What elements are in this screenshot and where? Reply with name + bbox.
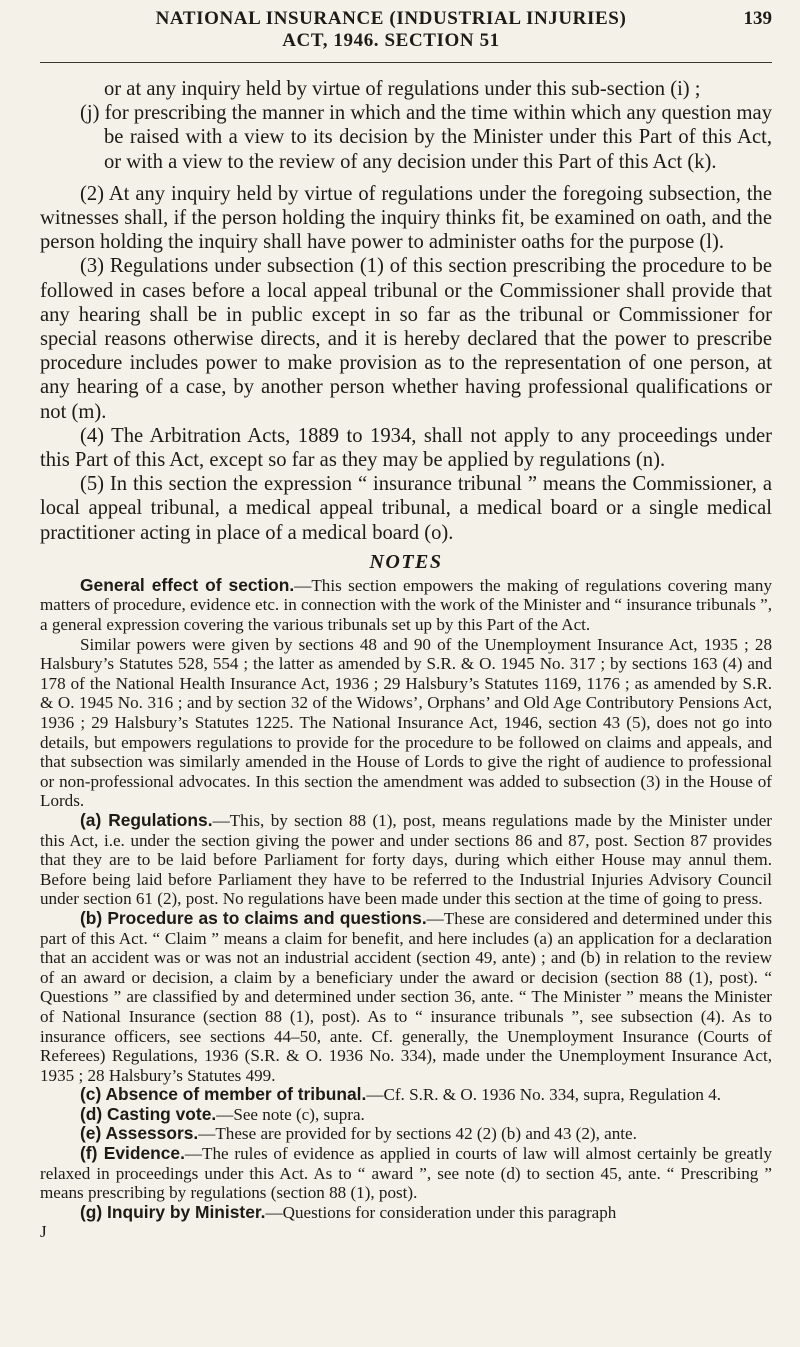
note-d-lead: (d) Casting vote. xyxy=(80,1103,217,1124)
note-e xyxy=(40,1124,772,1144)
note-c-lead: (c) Absence of member of tribunal. xyxy=(80,1084,367,1105)
header-title-line-2: ACT, 1946. SECTION 51 xyxy=(282,30,500,51)
note-b xyxy=(40,909,772,1085)
note-c-text: —Cf. S.R. & O. 1936 No. 334, supra, Regulation 4. xyxy=(366,1085,722,1105)
note-similar-powers: Similar powers were given by sections 48 and 90 of the Unemployment Insurance Act, 1935 ; 28 Halsbury’s Statutes 528, 554 ; the latter as amended by S.R. & O. 1945 No. 317 ; by sections 163 (4) and 178 of the National Health Insurance Act, 1936 ; 29 Halsbury’s Statutes 1169, 1176 ; as amended by S.R. & O. 1945 No. 316 ; and by section 32 of the Widows’, Orphans’ and Old Age Contributory Pensions Act, 1936 ; 29 Halsbury’s Statutes 1225. The National Insurance Act, 1946, section 43 (5), does not go into details, but empowers regulations to provide for the procedure to be followed on claims and appeals, and that subsection was similarly amended in the House of Lords to give the right of audience to professional or non-professional advocates. In this section the amendment was added to subsection (3) in the House of Lords. xyxy=(40,634,772,811)
note-a-text: —This, by section 88 (1), post, means regulations made by the Minister under this Act, i.e. under the section giving the power and under sections 86 and 87, post. Section 87 provides that they are to be laid before Parliament for forty days, during which either House may annul them. Before being laid before Parliament they have to be referred to the Industrial Injuries Advisory Council under section 61 (2), post. No regulations have been made under this section at the time of going to press. xyxy=(40,810,772,909)
note-general-text: —This section empowers the making of regulations covering many matters of procedure, evidence etc. in connection with the work of the Minister and “ insurance tribunals ”, a general expression covering the various tribunals set up by this Part of the Act. xyxy=(40,575,772,635)
note-general-effect xyxy=(40,576,772,635)
note-a xyxy=(40,811,772,909)
para-subsection-5: (5) In this section the expression “ insurance tribunal ” means the Commissioner, a local appeal tribunal, a medical appeal tribunal, a medical board or a single medical practitioner acting in place of a medical board (o). xyxy=(40,473,772,544)
para-subsection-3: (3) Regulations under subsection (1) of this section prescribing the procedure to be followed in cases before a local appeal tribunal or the Commissioner shall provide that any hearing shall be in public except in so far as the tribunal or Commissioner for special reasons otherwise directs, and it is hereby declared that the power to prescribe procedure includes power to make provision as to the representation of one person, at any hearing of a case, by another person whether having professional qualifications or not (m). xyxy=(40,255,772,423)
notes-heading: NOTES xyxy=(369,550,443,573)
note-d xyxy=(40,1105,772,1125)
note-a-lead: (a) Regulations. xyxy=(80,809,213,830)
note-e-text: —These are provided for by sections 42 (2) (b) and 43 (2), ante. xyxy=(198,1124,637,1144)
note-g-continued: J xyxy=(40,1222,47,1242)
note-g xyxy=(40,1203,772,1223)
note-e-lead: (e) Assessors. xyxy=(80,1123,199,1144)
page-number: 139 xyxy=(743,8,772,29)
para-subsection-4: (4) The Arbitration Acts, 1889 to 1934, shall not apply to any proceedings under this Part of this Act, except so far as they may be applied by regulations (n). xyxy=(40,424,772,472)
header-title xyxy=(40,8,702,52)
header-rule xyxy=(40,62,772,63)
para-subsection-i-continued: or at any inquiry held by virtue of regulations under this sub-section (i) ; xyxy=(104,78,701,100)
note-g-lead: (g) Inquiry by Minister. xyxy=(80,1201,266,1222)
note-b-lead: (b) Procedure as to claims and questions. xyxy=(80,907,427,928)
running-header xyxy=(40,0,772,52)
note-f-text: —The rules of evidence as applied in courts of law will almost certainly be greatly relaxed in proceedings under this Act. As to “ award ”, see note (d) to section 45, ante. “ Prescribing ” means prescribing by regulations (section 88 (1), post). xyxy=(40,1144,772,1203)
note-f-lead: (f) Evidence. xyxy=(80,1143,185,1164)
para-subsection-j: (j) for prescribing the manner in which and the time within which any question may be raised with a view to its decision by the Minister under this Part of this Act, or with a view to the review of any decision under this Part of this Act (k). xyxy=(80,102,772,173)
note-g-text: —Questions for consideration under this paragraph xyxy=(265,1202,617,1222)
note-c xyxy=(40,1085,772,1105)
note-f xyxy=(40,1144,772,1203)
para-subsection-2: (2) At any inquiry held by virtue of regulations under the foregoing subsection, the witnesses shall, if the person holding the inquiry thinks fit, be examined on oath, and the person holding the inquiry shall have power to administer oaths for the purpose (l). xyxy=(40,182,772,254)
header-title-line-1: NATIONAL INSURANCE (INDUSTRIAL INJURIES) xyxy=(155,8,627,29)
note-general-lead: General effect of section. xyxy=(80,574,295,595)
note-b-text: —These are considered and determined under this part of this Act. “ Claim ” means a claim for benefit, and here includes (a) an application for a declaration that an accident was or was not an industrial accident (section 49, ante) ; and (b) in relation to the review of an award or decision, a claim by a beneficiary under the award or decision (section 88 (1), post). “ Questions ” are classified by and determined under section 36, ante. “ The Minister ” means the Minister of National Insurance (section 88 (1), post). As to “ insurance tribunals ”, see subsection (4). As to insurance officers, see sections 44–50, ante. Cf. generally, the Unemployment Insurance (Courts of Referees) Regulations, 1936 (S.R. & O. 1936 No. 334), made under the Unemployment Insurance Act, 1935 ; 28 Halsbury’s Statutes 499. xyxy=(40,908,772,1085)
note-d-text: —See note (c), supra. xyxy=(216,1104,365,1124)
